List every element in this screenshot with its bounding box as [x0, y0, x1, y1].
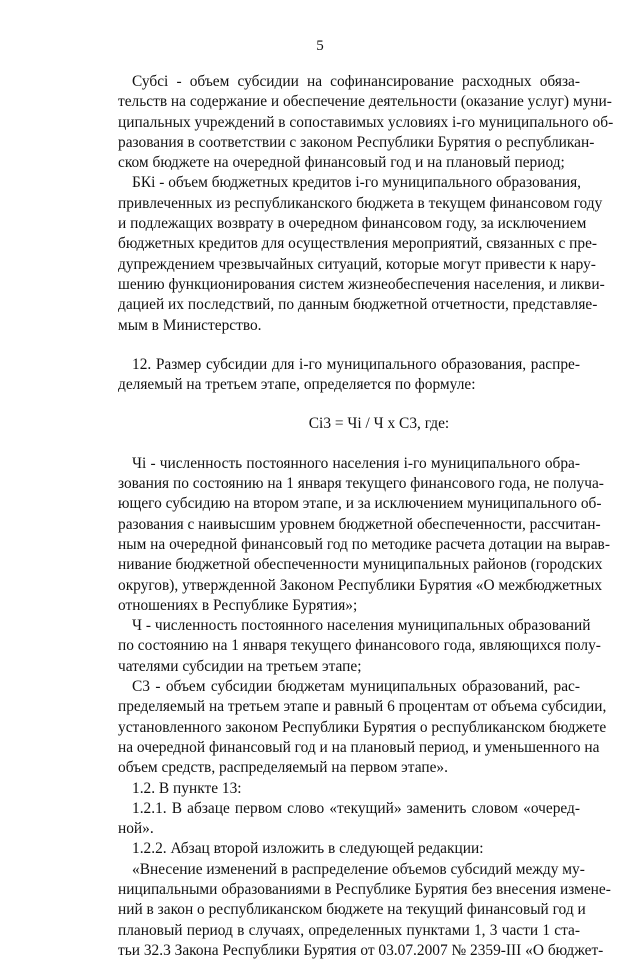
text-line: тельств на содержание и обеспечение деятельности (оказание услуг) муни-	[118, 93, 612, 111]
text-line: нивание бюджетной обеспеченности муниципальных районов (городских	[118, 556, 603, 574]
text-line: Ч - численность постоянного населения муниципальных образований	[132, 617, 591, 635]
text-line: ным на очередной финансовый год по методике расчета дотации на вырав-	[118, 535, 610, 553]
text-line: Чi - численность постоянного населения i-го муниципального обра-	[132, 454, 580, 472]
text-line: по состоянию на 1 января текущего финансового года, являющихся полу-	[118, 637, 601, 655]
text-line: тьи 32.3 Закона Республики Бурятия от 03.07.2007 № 2359-III «О бюджет-	[118, 941, 604, 959]
text-line: зования по состоянию на 1 января текущего финансового года, не получа-	[118, 475, 604, 493]
text-line: деляемый на третьем этапе, определяется по формуле:	[118, 376, 476, 394]
text-line: ной».	[118, 820, 154, 838]
text-line: плановый период в случаях, определенных пунктами 1, 3 части 1 ста-	[118, 921, 580, 939]
text-line: ципальных учреждений в сопоставимых условиях i-го муниципального об-	[118, 113, 614, 131]
text-line: шению функционирования систем жизнеобеспечения населения, и ликви-	[118, 275, 605, 293]
paragraph-gap	[118, 395, 580, 414]
text-line: «Внесение изменений в распределение объемов субсидий между му-	[132, 860, 585, 878]
text-line: 1.2.1. В абзаце первом слово «текущий» заменить словом «очеред-	[132, 799, 580, 817]
formula: Сi3 = Чi / Ч x С3, где:	[308, 415, 450, 433]
text-line: БКi - объем бюджетных кредитов i-го муниципального образования,	[132, 174, 581, 192]
text-line: мым в Министерство.	[118, 316, 262, 334]
paragraph-gap	[118, 435, 580, 454]
text-line: разования в соответствии с законом Республики Бурятия о республикан-	[118, 133, 595, 151]
text-line: установленного законом Республики Бурятия о республиканском бюджете	[118, 718, 607, 736]
text-line: Субсi - объем субсидии на софинансирование расходных обяза-	[132, 73, 580, 90]
text-line: на очередной финансовый год и на плановый период, и уменьшенного на	[118, 738, 600, 756]
text-line: 12. Размер субсидии для i-го муниципального образования, распре-	[132, 355, 580, 373]
text-line: отношениях в Республике Бурятия»;	[118, 596, 358, 614]
text-line: пределяемый на третьем этапе и равный 6 процентам от объема субсидии,	[118, 698, 607, 716]
text-line: С3 - объем субсидии бюджетам муниципальных образований, рас-	[132, 678, 580, 696]
text-line: ниципальными образованиями в Республике Бурятия без внесения измене-	[118, 880, 611, 898]
text-line: дацией их последствий, по данным бюджетной отчетности, представляе-	[118, 296, 598, 314]
paragraph-gap	[118, 336, 580, 355]
text-line: бюджетных кредитов для осуществления мероприятий, связанных с пре-	[118, 235, 598, 253]
document-body	[118, 72, 614, 961]
text-line: привлеченных из республиканского бюджета в текущем финансовом году	[118, 194, 603, 212]
text-line: чателями субсидии на третьем этапе;	[118, 657, 362, 675]
text-line: ющего субсидию на втором этапе, и за исключением муниципального об-	[118, 495, 602, 513]
text-line: округов), утвержденной Законом Республики Бурятия «О межбюджетных	[118, 576, 603, 594]
page-number: 5	[316, 38, 324, 54]
text-line: объем средств, распределяемый на первом этапе».	[118, 759, 448, 777]
text-line: 1.2. В пункте 13:	[132, 779, 242, 797]
text-line: дупреждением чрезвычайных ситуаций, которые могут привести к нару-	[118, 255, 596, 273]
text-line: ний в закон о республиканском бюджете на текущий финансовый год и	[118, 901, 586, 919]
text-line: ском бюджете на очередной финансовый год и на плановый период;	[118, 154, 565, 172]
text-line: и подлежащих возврату в очередном финансовом году, за исключением	[118, 215, 587, 233]
text-line: 1.2.2. Абзац второй изложить в следующей редакции:	[132, 840, 484, 858]
text-line: разования с наивысшим уровнем бюджетной обеспеченности, рассчитан-	[118, 515, 601, 533]
